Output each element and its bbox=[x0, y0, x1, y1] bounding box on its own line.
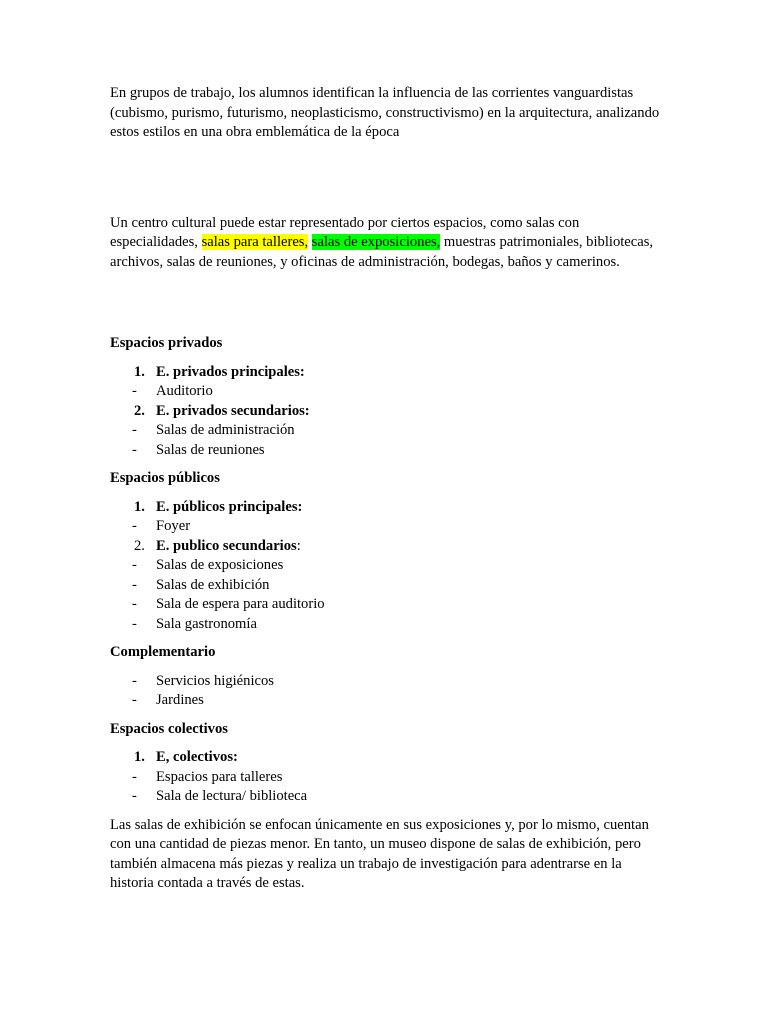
list-item bbox=[110, 787, 662, 807]
document-page bbox=[110, 84, 662, 894]
list-item bbox=[110, 537, 662, 557]
list-text: Salas de exhibición bbox=[156, 576, 270, 593]
highlight-green: salas de exposiciones, bbox=[311, 234, 441, 250]
list-item bbox=[110, 691, 662, 711]
list-item bbox=[110, 421, 662, 441]
list-number: 2. bbox=[134, 402, 145, 419]
list-text: Sala de lectura/ biblioteca bbox=[156, 788, 308, 804]
list-item bbox=[110, 576, 662, 596]
list-text: Sala gastronomía bbox=[156, 615, 257, 632]
list-heading: E. públicos principales: bbox=[156, 498, 303, 515]
list-heading: E. publico secundarios bbox=[156, 537, 297, 554]
list-item bbox=[110, 441, 662, 461]
list-heading-suffix: : bbox=[296, 537, 301, 554]
centro-cultural-paragraph bbox=[110, 214, 662, 273]
paragraph-text-continued: muestras patrimoniales, bibliotecas, archivos, salas de reuniones, y oficinas de administración, bodegas, baños y camerinos. bbox=[110, 234, 654, 270]
list-item bbox=[110, 363, 662, 383]
section-title-espacios-privados: Espacios privados bbox=[110, 335, 223, 351]
list-item bbox=[110, 556, 662, 576]
list-dash: - bbox=[132, 768, 137, 785]
list-heading: E. privados secundarios: bbox=[156, 402, 310, 419]
list-number: 1. bbox=[134, 749, 145, 765]
list-item bbox=[110, 382, 662, 402]
section-title-complementario: Complementario bbox=[110, 644, 216, 660]
list-text: Salas de administración bbox=[156, 422, 295, 438]
list-text: Espacios para talleres bbox=[156, 768, 283, 785]
list-dash: - bbox=[132, 557, 137, 573]
list-dash: - bbox=[132, 383, 137, 399]
list-dash: - bbox=[132, 422, 137, 438]
list-dash: - bbox=[132, 672, 137, 689]
list-dash: - bbox=[132, 788, 137, 804]
list-text: Jardines bbox=[156, 692, 204, 708]
list-item bbox=[110, 517, 662, 537]
list-number: 1. bbox=[134, 498, 145, 515]
list-text: Servicios higiénicos bbox=[156, 672, 274, 689]
list-item bbox=[110, 615, 662, 635]
list-dash: - bbox=[132, 518, 137, 534]
list-item bbox=[110, 498, 662, 518]
list-espacios-colectivos bbox=[110, 748, 662, 807]
list-number: 1. bbox=[134, 363, 145, 380]
intro-paragraph: En grupos de trabajo, los alumnos identifican la influencia de las corrientes vanguardistas (cubismo, purismo, futurismo, neoplasticismo, constructivismo) en la arquitectura, analizando estos estilos en una obra emblemática de la época bbox=[110, 85, 660, 140]
list-item bbox=[110, 672, 662, 692]
list-text: Salas de reuniones bbox=[156, 441, 265, 458]
list-heading: E, colectivos: bbox=[156, 749, 238, 765]
list-text: Foyer bbox=[156, 518, 191, 534]
list-number: 2. bbox=[134, 537, 145, 554]
list-text: Salas de exposiciones bbox=[156, 557, 284, 573]
section-title-espacios-publicos: Espacios públicos bbox=[110, 470, 220, 486]
list-text: Auditorio bbox=[156, 383, 213, 399]
list-item bbox=[110, 595, 662, 615]
list-dash: - bbox=[132, 615, 137, 632]
list-espacios-publicos bbox=[110, 498, 662, 635]
list-espacios-privados bbox=[110, 363, 662, 461]
list-heading: E. privados principales: bbox=[156, 363, 305, 380]
list-item bbox=[110, 402, 662, 422]
section-title-espacios-colectivos: Espacios colectivos bbox=[110, 720, 228, 737]
list-text: Sala de espera para auditorio bbox=[156, 596, 325, 612]
list-item bbox=[110, 768, 662, 788]
paragraph-text: Un centro cultural puede estar representado por ciertos espacios, como salas con especialidades, bbox=[110, 214, 580, 250]
list-dash: - bbox=[132, 596, 137, 612]
list-complementario bbox=[110, 672, 662, 711]
list-item bbox=[110, 748, 662, 768]
highlight-yellow: salas para talleres, bbox=[201, 234, 309, 250]
list-dash: - bbox=[132, 576, 137, 593]
list-dash: - bbox=[132, 692, 137, 708]
closing-paragraph: Las salas de exhibición se enfocan únicamente en sus exposiciones y, por lo mismo, cuentan con una cantidad de piezas menor. En tanto, un museo dispone de salas de exhibición, pero también almacena más piezas y realiza un trabajo de investigación para adentrarse en la historia contada a través de estas. bbox=[110, 816, 649, 891]
list-dash: - bbox=[132, 441, 137, 458]
